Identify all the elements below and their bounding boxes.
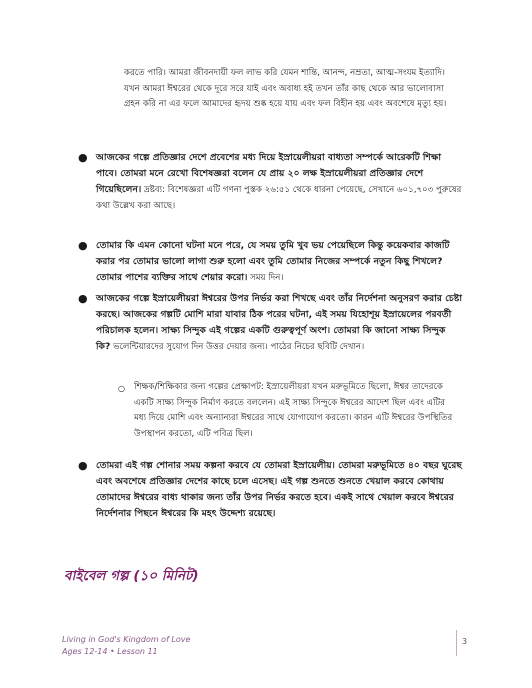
bullet-4-bold-text: তোমরা এই গল্প শোনার সময় কল্পনা করবে যে তোমরা ইস্রায়েলীয়। তোমরা মরুভূমিতে ৪০ বছর ঘুরেছ এবং অবশেষে প্রতিজ্ঞার দেশের কাছে চলে এসেছ। এই গল্প শুনতে শুনতে খেয়াল করবে কোথায় তোমাদের ঈশ্বরের বাধ্য থাকার জন্য তাঁর উপর নির্ভর করতে হবে। একই সাথে খেয়াল করবে ঈশ্বরের নির্দেশনার পিছনে ঈশ্বরের কি মহৎ উদ্দেশ্য রয়েছে। <box>96 460 462 519</box>
footer-divider <box>456 630 457 656</box>
intro-paragraph: করতে পারি। আমরা জীবনদায়ী ফল লাভ করি যেমন শান্তি, আনন্দ, নম্রতা, আত্ম-সংযম ইত্যাদি। যখন আমরা ঈশ্বরের থেকে দূরে সরে যাই এবং অবাধ্য হই তখন তাঁর কাছ থেকে আর ভালোবাসা গ্রহন করি না এর ফলে আমাদের হৃদয় শুষ্ক হয়ে যায় এবং ফল বিহীন হয় এবং অবশেষে মৃত্যু হয়। <box>124 68 447 110</box>
bullet-2-note: সময় দিন। <box>247 273 284 283</box>
bullet-item-4 <box>78 458 462 522</box>
bullet-1-note: দ্রষ্টব্য: বিশেষজ্ঞরা এটি গণনা পুস্তক ২৬:৫১ থেকে ধারনা পেয়েছে, সেখানে ৬০১,৭০৩ পুরুষের কথা উল্লেখ করা আছে। <box>96 185 462 211</box>
footer <box>62 634 190 658</box>
bullet-3-bold-text: আজকের গল্পে ইস্রায়েলীয়রা ঈশ্বরের উপর নির্ভর করা শিখছে এবং তাঁর নির্দেশনা অনুসরণ করার চেষ্টা করছে। আজকের গল্পটি মোশি মারা যাবার ঠিক পরের ঘটনা, এই সময় যিহোশূয় ইস্রায়েলের পরবর্তী পরিচালক হলেন। সাক্ষ্য সিন্দুক এই গল্পের একটি গুরুত্বপূর্ণ অংশ। তোমরা কি জানো সাক্ষ্য সিন্দুক কি? <box>96 293 462 352</box>
footer-subtitle: Ages 12-14 • Lesson 11 <box>62 647 158 656</box>
sub-bullet-teacher-note <box>118 380 456 442</box>
bullet-3-note: ভলেন্টিয়ারদের সুযোগ দিন উত্তর দেয়ার জন্য। পাঠের নিচের ছবিটি দেখান। <box>110 342 365 352</box>
footer-title: Living in God's Kingdom of Love <box>62 635 191 644</box>
section-title: বাইবেল গল্প (১০ মিনিট) <box>64 568 199 584</box>
bullet-item-3 <box>78 291 462 355</box>
bullet-item-1 <box>78 150 462 214</box>
bullet-dot-icon: ● <box>78 292 88 305</box>
bullet-1-bold-text: আজকের গল্পে প্রতিজ্ঞার দেশে প্রবেশের মধ্য দিয়ে ইস্রায়েলীয়রা বাধ্যতা সম্পর্কে আরেকটি শিক্ষা পাবে। তোমরা মনে রেখো বিশেষজ্ঞরা বলেন যে প্রায় ২০ লক্ষ ইস্রায়েলীয়রা প্রতিজ্ঞার দেশে গিয়েছিলেন। <box>96 152 442 195</box>
bullet-2-bold-text: তোমার কি এমন কোনো ঘটনা মনে পরে, যে সময় তুমি খুব ভয় পেয়েছিলে কিন্তু কয়েকবার কাজটি করার পর তোমার ভালো লাগা শুরু হলো এবং তুমি তোমার নিজের সম্পর্কে নতুন কিছু শিখলে? তোমার পাশের ব্যক্তির সাথে শেয়ার করো। <box>96 240 450 283</box>
bullet-dot-icon: ● <box>78 239 88 252</box>
page-number: 3 <box>462 637 468 646</box>
sub-bullet-text: শিক্ষক/শিক্ষিকার জন্য গল্পের প্রেক্ষাপট: ইস্রায়েলীয়রা যখন মরুভূমিতে ছিলো, ঈশ্বর তাদেরকে একটি সাক্ষ্য সিন্দুক নির্মাণ করতে বললেন। এই সাক্ষ্য সিন্দুকে ঈশ্বরের আদেশ ছিল এবং এটির মধ্য দিয়ে মোশি এবং অন্যান্যরা ঈশ্বরের সাথে যোগাযোগ করতো। কারন এটি ঈশ্বরের উপস্থিতির উপস্থাপন করতো, এটি পবিত্র ছিল। <box>134 382 453 439</box>
bullet-dot-icon: ● <box>78 151 88 164</box>
circle-bullet-icon: ○ <box>118 384 125 393</box>
bullet-item-2 <box>78 238 462 286</box>
bullet-dot-icon: ● <box>78 459 88 472</box>
